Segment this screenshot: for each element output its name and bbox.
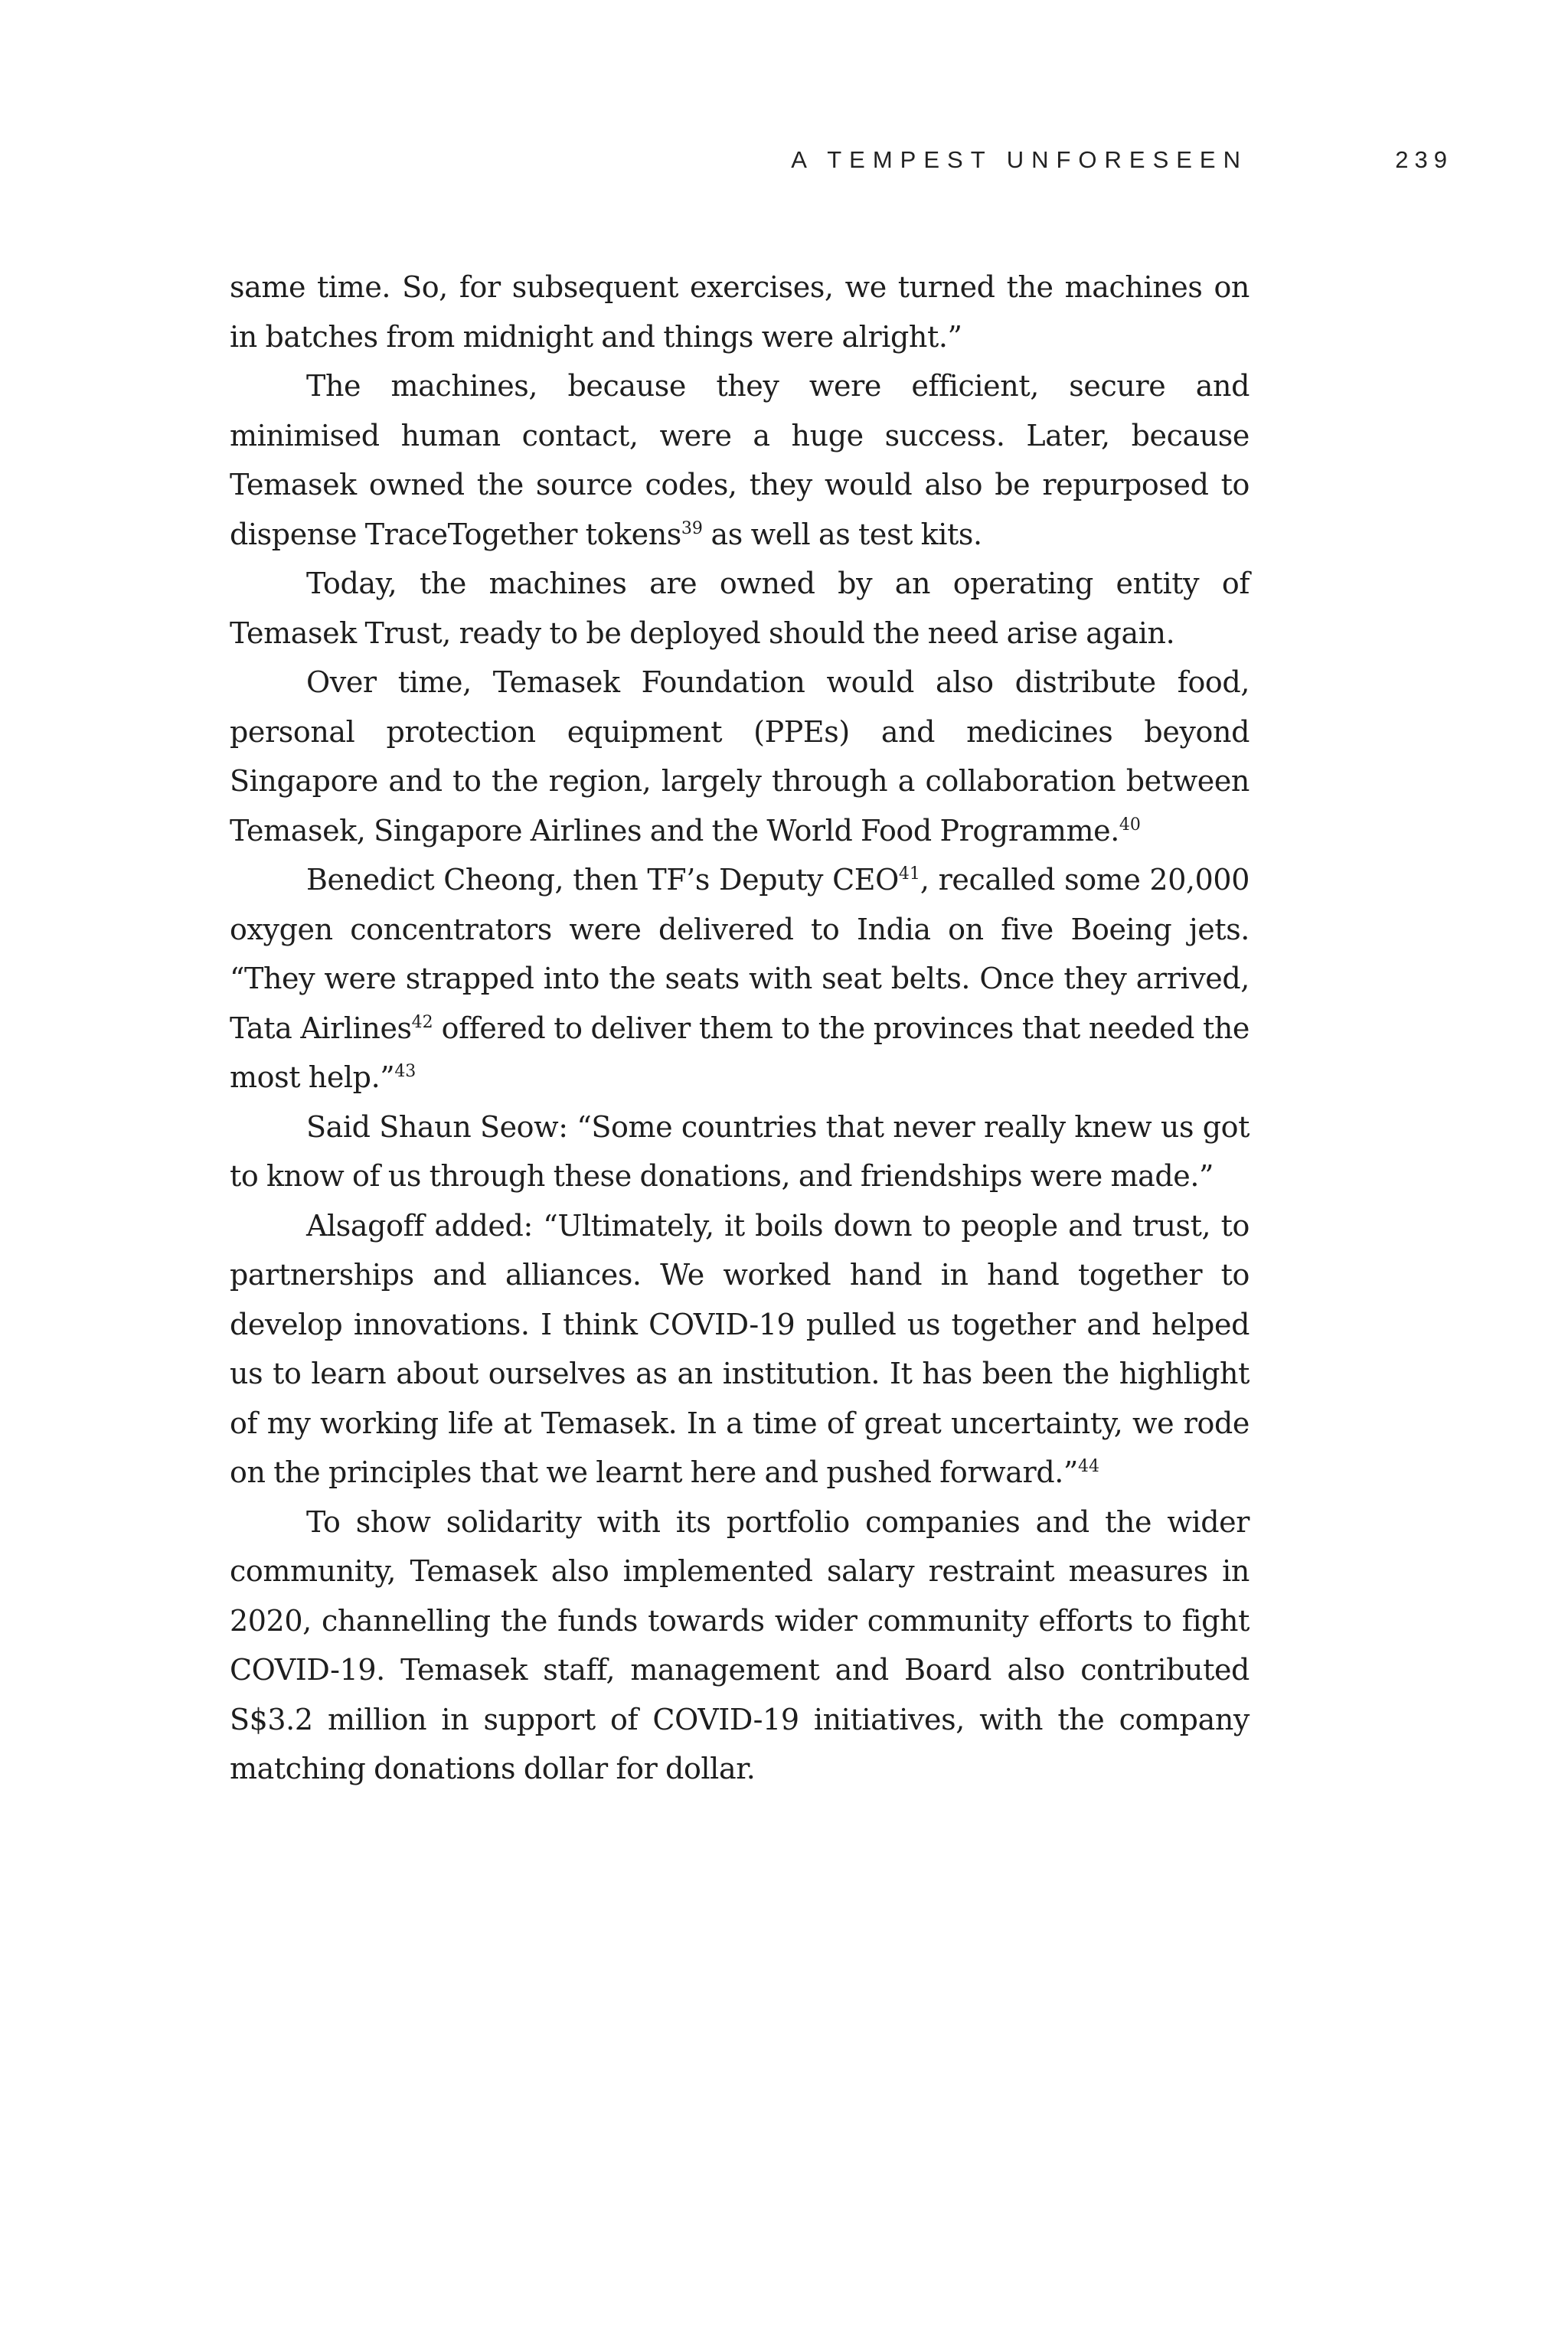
footnote-ref-39[interactable]: 39 <box>681 518 703 538</box>
paragraph-text: The machines, because they were efficient, secure and minimised human contact, were a huge success. Later, because Temasek owned the source codes, they would also be repurposed to dispense TraceTogether tokens <box>230 369 1250 551</box>
paragraph-8 <box>230 1498 1250 1794</box>
footnote-ref-41[interactable]: 41 <box>898 864 920 884</box>
paragraph-5 <box>230 855 1250 1102</box>
paragraph-text: Over time, Temasek Foundation would also distribute food, personal protection equipment (PPEs) and medicines beyond Singapore and to the region, largely through a collaboration between Temasek, Singapore Airlines and the World Food Programme. <box>230 665 1250 848</box>
footnote-ref-44[interactable]: 44 <box>1077 1457 1099 1476</box>
paragraph-text: same time. So, for subsequent exercises, we turned the machines on in batches from midnight and things were alright.” <box>230 270 1250 354</box>
paragraph-3 <box>230 559 1250 658</box>
paragraph-text: Benedict Cheong, then TF’s Deputy CEO <box>306 863 899 897</box>
running-head <box>0 141 1568 179</box>
paragraph-6 <box>230 1102 1250 1201</box>
paragraph-1 <box>230 263 1250 361</box>
footnote-ref-40[interactable]: 40 <box>1119 815 1141 835</box>
paragraph-7 <box>230 1201 1250 1498</box>
footnote-ref-43[interactable]: 43 <box>394 1062 416 1081</box>
footnote-ref-42[interactable]: 42 <box>411 1012 433 1032</box>
paragraph-text: Said Shaun Seow: “Some countries that never really knew us got to know of us through these donations, and friendships were made.” <box>230 1109 1250 1193</box>
page-number: 239 <box>1395 146 1453 173</box>
paragraph-text: Alsagoff added: “Ultimately, it boils down to people and trust, to partnerships and alliances. We worked hand in hand together to develop innovations. I think COVID-19 pulled us together and helped us to learn about ourselves as an institution. It has been the highlight of my working life at Temasek. In a time of great uncertainty, we rode on the principles that we learnt here and pushed forward.” <box>230 1208 1250 1489</box>
paragraph-text: To show solidarity with its portfolio companies and the wider community, Temasek also implemented salary restraint measures in 2020, channelling the funds towards wider community efforts to fight COVID-19. Temasek staff, management and Board also contributed S$3.2 million in support of COVID-19 initiatives, with the company matching donations dollar for dollar. <box>230 1504 1250 1785</box>
paragraph-4 <box>230 658 1250 855</box>
paragraph-text: as well as test kits. <box>702 517 982 551</box>
paragraph-text: Today, the machines are owned by an operating entity of Temasek Trust, ready to be deployed should the need arise again. <box>230 567 1250 650</box>
paragraph-text: offered to deliver them to the provinces that needed the most help.” <box>230 1011 1250 1094</box>
paragraph-2 <box>230 361 1250 559</box>
paragraph-text: , recalled some 20,000 oxygen concentrators were delivered to India on five Boeing jets. “They were strapped into the seats with seat belts. Once they arrived, Tata Airlines <box>230 863 1250 1045</box>
body-text <box>230 263 1250 1794</box>
running-title: A TEMPEST UNFORESEEN <box>791 146 1248 173</box>
